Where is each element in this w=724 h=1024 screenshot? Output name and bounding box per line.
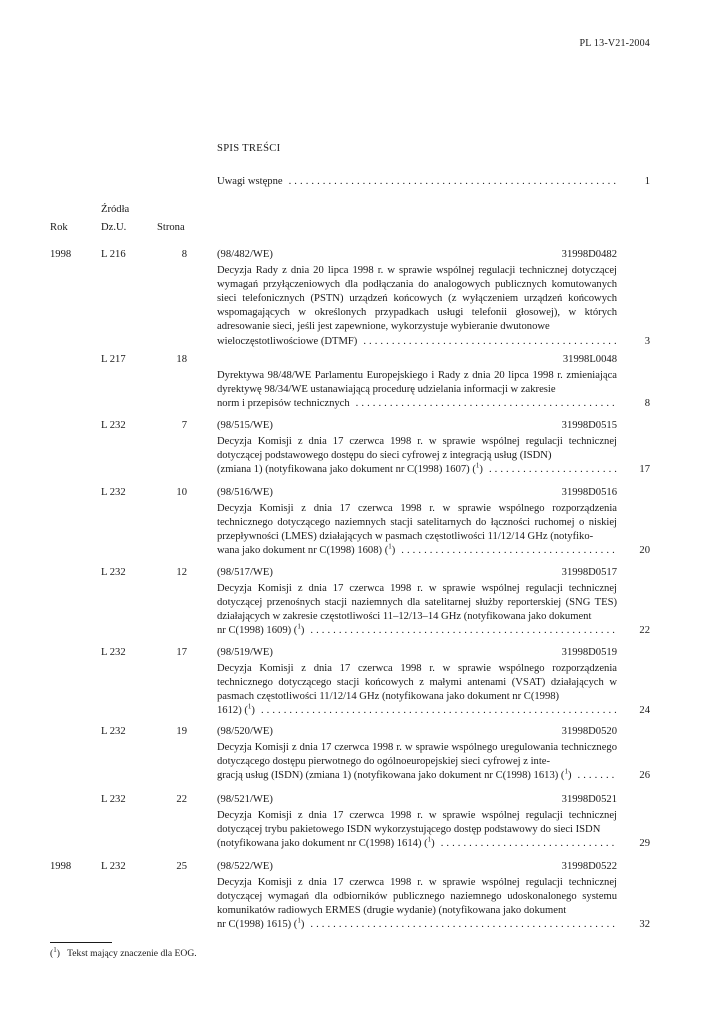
entry-celex-number: 31998D0522 [561, 861, 617, 872]
entry-oj-ref: L 216 [101, 249, 126, 260]
entry-oj-page: 10 [176, 487, 187, 498]
entry-celex-number: 31998D0521 [561, 794, 617, 805]
entry-year: 1998 [50, 861, 72, 872]
footnote-text: Tekst mający znaczenie dla EOG. [67, 948, 197, 959]
entry-last-line: wana jako dokument nr C(1998) 1608) ($^1$) . . . [217, 544, 617, 558]
entry-oj-ref: L 217 [101, 354, 126, 365]
intro-page-number: 1 [644, 176, 650, 187]
leader-dots [363, 335, 617, 349]
entry-last-line: gracją usług (ISDN) (zmiana 1) (notyfikowana jako dokument nr C(1998) 1613) ($^1$) . . . [217, 769, 617, 783]
entry-body [217, 725, 617, 783]
footnote-reference[interactable]: 1 [475, 461, 480, 470]
entry-body [217, 486, 617, 558]
entry-oj-page: 19 [176, 726, 187, 737]
entry-act-number: (98/522/WE) [217, 861, 273, 872]
entry-body [217, 860, 617, 932]
entry-celex-number: 31998D0516 [561, 487, 617, 498]
toc-title: SPIS TREŚCI [217, 143, 281, 154]
entry-celex-number: 31998D0519 [561, 647, 617, 658]
intro-label: Uwagi wstępne [217, 176, 283, 187]
leader-dots [289, 175, 617, 189]
document-reference: PL 13-V21-2004 [579, 38, 650, 49]
entry-oj-page: 18 [176, 354, 187, 365]
entry-act-number: (98/517/WE) [217, 567, 273, 578]
footnote-reference[interactable]: 1 [297, 916, 301, 925]
entry-oj-page: 22 [176, 794, 187, 805]
entry-page-number: 26 [639, 770, 650, 781]
entry-oj-ref: L 232 [101, 487, 126, 498]
entry-header-line [217, 725, 617, 739]
entry-oj-ref: L 232 [101, 420, 126, 431]
entry-last-line: nr C(1998) 1615) ($^1$) . . . [217, 918, 617, 932]
entry-description-end: (zmiana 1) (notyfikowana jako dokument nr C(1998) 1607) [217, 464, 470, 476]
entry-last-line: (notyfikowana jako dokument nr C(1998) 1614) ($^1$) . . . [217, 837, 617, 851]
entry-header-line [217, 353, 617, 367]
entry-oj-ref: L 232 [101, 861, 126, 872]
entry-header-line [217, 793, 617, 807]
entry-page-number: 29 [639, 838, 650, 849]
entry-oj-ref: L 232 [101, 794, 126, 805]
entry-body [217, 793, 617, 851]
entry-act-number: (98/520/WE) [217, 726, 273, 737]
entry-page-number: 20 [639, 545, 650, 556]
footnote-reference[interactable]: 1 [388, 542, 392, 551]
entry-description: Decyzja Komisji z dnia 17 czerwca 1998 r. w sprawie wspólnego rozporządzenia technicznego dotyczącego stacji końcowych z małymi antenami (VSAT) działających w pasmach częstotliwości 11/12/14 GHz (notyfikowana jako dokument nr C(1998) [217, 663, 617, 703]
entry-body [217, 353, 617, 411]
entry-body [217, 419, 617, 477]
entry-act-number: (98/482/WE) [217, 249, 273, 260]
entry-oj-page: 17 [176, 647, 187, 658]
footnote-rule [50, 942, 112, 943]
entry-description-end: nr C(1998) 1609) [217, 625, 292, 637]
entry-description-end: (notyfikowana jako dokument nr C(1998) 1614) [217, 838, 422, 850]
entry-page-number: 22 [639, 625, 650, 636]
footnote: ($^1$) Tekst mający znaczenie dla EOG. [50, 945, 197, 959]
entry-description: Decyzja Komisji z dnia 17 czerwca 1998 r. w sprawie wspólnej regulacji technicznej dotyczącej wymagań dla odbiorników publicznego naziemnego udoskonalonego systemu komunikatów radiowych ERMES (drugie wydanie) (notyfikowana jako dokument [217, 877, 617, 917]
entry-description-end: wieloczęstotliwościowe (DTMF) [217, 335, 358, 347]
entry-act-number: (98/519/WE) [217, 647, 273, 658]
entry-celex-number: 31998L0048 [562, 354, 617, 365]
footnote-reference[interactable]: 1 [247, 702, 252, 711]
column-header-rok: Rok [50, 222, 68, 233]
entry-act-number: (98/521/WE) [217, 794, 273, 805]
entry-description: Decyzja Komisji z dnia 17 czerwca 1998 r. w sprawie wspólnej regulacji technicznej dotyczącej trybu pakietowego ISDN wykorzystującego dostęp podstawowy do sieci ISDN [217, 810, 617, 836]
footnote-mark: 1 [53, 945, 57, 954]
leader-dots [261, 704, 617, 718]
leader-dots [578, 769, 618, 783]
entry-celex-number: 31998D0517 [561, 567, 617, 578]
entry-page-number: 8 [644, 398, 650, 409]
entry-description-end: norm i przepisów technicznych [217, 398, 350, 410]
entry-oj-ref: L 232 [101, 726, 126, 737]
entry-description: Decyzja Komisji z dnia 17 czerwca 1998 r. w sprawie wspólnego uregulowania technicznego dotyczącego dostępu pierwotnego do ogólnoeuropejskiej sieci cyfrowej z inte- [217, 742, 617, 768]
entry-description: Decyzja Komisji z dnia 17 czerwca 1998 r. w sprawie wspólnej regulacji technicznej dotyczącej przenośnych stacji naziemnych dla satelitarnej służby reporterskiej (SNG TES) działających w zakresie częstotliwości 11–12/13–14 GHz (notyfikowana jako dokument [217, 583, 617, 623]
entry-act-number: (98/515/WE) [217, 420, 273, 431]
entry-oj-page: 7 [181, 420, 187, 431]
entry-oj-page: 12 [176, 567, 187, 578]
entry-body [217, 248, 617, 349]
leader-dots [310, 624, 617, 638]
entry-header-line [217, 860, 617, 874]
entry-last-line: 1612) ($^1$) . . . [217, 704, 617, 718]
entry-body [217, 566, 617, 638]
entry-last-line [217, 397, 617, 411]
entry-description: Decyzja Komisji z dnia 17 czerwca 1998 r. w sprawie wspólnej regulacji technicznej dotyczącej podstawowego dostępu do sieci cyfrowej z integracją usług (ISDN) [217, 436, 617, 462]
entry-celex-number: 31998D0520 [561, 726, 617, 737]
entry-header-line [217, 486, 617, 500]
column-header-zrodla: Źródła [101, 204, 130, 215]
entry-header-line [217, 566, 617, 580]
leader-dots [401, 544, 617, 558]
entry-last-line [217, 335, 617, 349]
entry-description: Decyzja Rady z dnia 20 lipca 1998 r. w sprawie wspólnej regulacji technicznej dotyczącej wymagań przyłączeniowych dla podłączania do analogowych publicznych komutowanych sieci telefonicznych (PSTN) urządzeń końcowych (z wyłączeniem urządzeń końcowych wspomagających w określonych przypadkach usługi telefonii głosowej), w których adresowanie sieci, jeśli jest zapewnione, wykorzystuje wybieranie dwutonowe [217, 265, 617, 333]
entry-description-end: gracją usług (ISDN) (zmiana 1) (notyfikowana jako dokument nr C(1998) 1613) [217, 770, 559, 782]
entry-header-line [217, 248, 617, 262]
entry-oj-page: 25 [176, 861, 187, 872]
column-header-dzu: Dz.U. [101, 222, 127, 233]
entry-description-end: nr C(1998) 1615) [217, 919, 292, 931]
entry-year: 1998 [50, 249, 72, 260]
entry-page-number: 24 [639, 705, 650, 716]
entry-celex-number: 31998D0482 [561, 249, 617, 260]
entry-act-number: (98/516/WE) [217, 487, 273, 498]
entry-oj-ref: L 232 [101, 647, 126, 658]
entry-header-line [217, 419, 617, 433]
entry-last-line: nr C(1998) 1609) ($^1$) . . . [217, 624, 617, 638]
entry-last-line: (zmiana 1) (notyfikowana jako dokument nr C(1998) 1607) ($^1$) . . . [217, 463, 617, 477]
leader-dots [441, 837, 617, 851]
footnote-reference[interactable]: 1 [297, 622, 301, 631]
entry-oj-ref: L 232 [101, 567, 126, 578]
entry-description-end: 1612) [217, 705, 242, 717]
entry-page-number: 17 [639, 464, 650, 475]
leader-dots [356, 397, 617, 411]
entry-page-number: 32 [639, 919, 650, 930]
entry-celex-number: 31998D0515 [561, 420, 617, 431]
entry-description-end: wana jako dokument nr C(1998) 1608) [217, 545, 383, 557]
entry-oj-page: 8 [181, 249, 187, 260]
entry-page-number: 3 [644, 336, 650, 347]
leader-dots [489, 463, 617, 477]
entry-description: Decyzja Komisji z dnia 17 czerwca 1998 r. w sprawie wspólnego rozporządzenia technicznego dotyczącego naziemnych stacji satelitarnych do łączności ruchomej o niskiej przepływności (LMES) działających w pasmach częstotliwości 11/12/14 GHz (notyfiko- [217, 503, 617, 543]
toc-intro-row[interactable] [217, 175, 617, 189]
footnote-reference[interactable]: 1 [564, 767, 568, 776]
column-header-strona: Strona [157, 222, 185, 233]
entry-description: Dyrektywa 98/48/WE Parlamentu Europejskiego i Rady z dnia 20 lipca 1998 r. zmieniająca dyrektywę 98/34/WE ustanawiającą procedurę udzielania informacji w zakresie [217, 370, 617, 396]
footnote-reference[interactable]: 1 [427, 835, 432, 844]
entry-body [217, 646, 617, 718]
entry-header-line [217, 646, 617, 660]
leader-dots [310, 918, 617, 932]
